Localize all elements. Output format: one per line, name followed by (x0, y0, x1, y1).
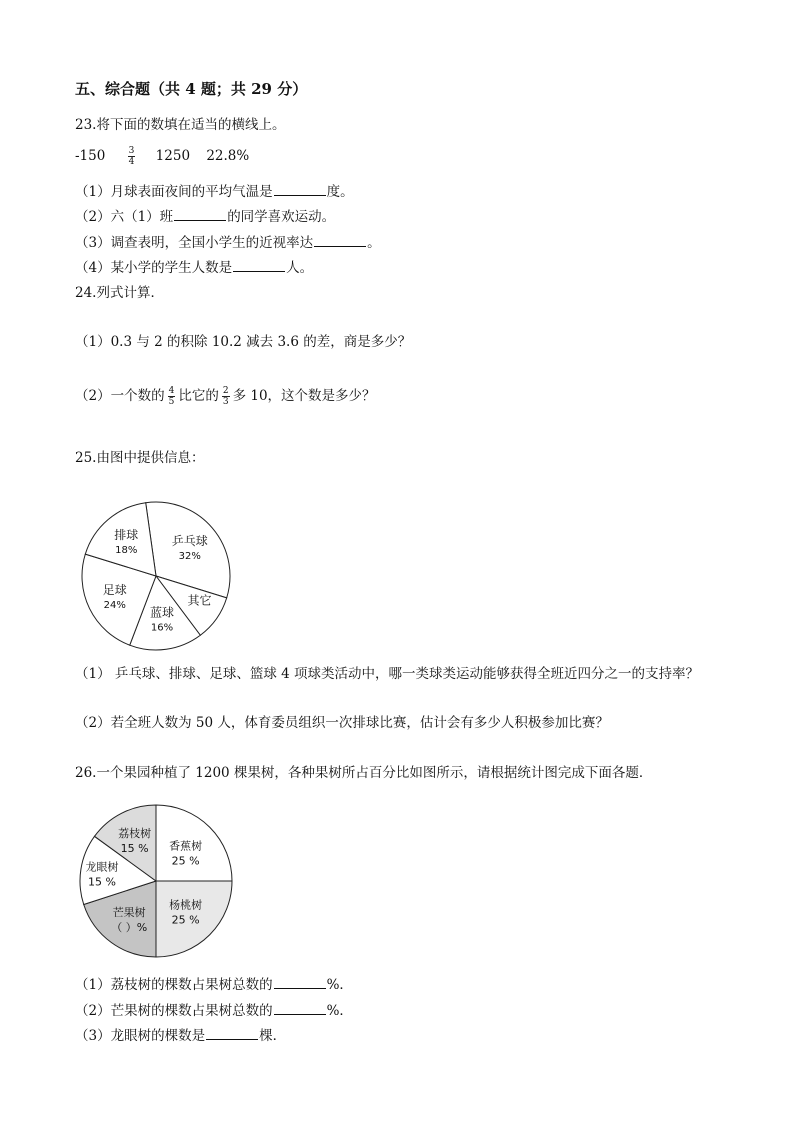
frac-denominator: 4 (128, 157, 135, 167)
section-title: 五、综合题（共 4 题；共 29 分） (75, 80, 308, 98)
q24-item-2-text-a: （2）一个数的 (75, 388, 165, 404)
q25-item-2: （2）若全班人数为 50 人，体育委员组织一次排球比赛，估计会有多少人积极参加比赛？ (75, 715, 609, 731)
q23-numbers (75, 146, 249, 167)
sports-pie-chart (78, 496, 238, 656)
q26-blank-1[interactable] (274, 987, 326, 989)
q26-item-2-suffix: %． (326, 1003, 353, 1019)
q23-item-4-text: （4）某小学的学生人数是 (75, 260, 233, 276)
q26-item-1-text: （1）荔枝树的棵数占果树总数的 (75, 977, 273, 993)
q23-blank-4[interactable] (233, 270, 285, 272)
q23-number-3: 22.8% (206, 148, 250, 164)
pie-label-4: 排球 (114, 528, 139, 543)
q24-stem: 24.列式计算． (75, 285, 164, 301)
q23-blank-1[interactable] (274, 194, 326, 196)
q26-blank-2[interactable] (274, 1013, 326, 1015)
q24-item-2-text-c: 多 10，这个数是多少？ (232, 388, 376, 404)
q24-fraction-1 (168, 386, 176, 407)
q26-blank-3[interactable] (206, 1038, 258, 1040)
q24-item-2-text-b: 比它的 (178, 388, 219, 404)
pie-label-0: 香蕉树 (169, 839, 203, 853)
q26-item-1 (75, 973, 353, 993)
q23-blank-2[interactable] (174, 219, 226, 221)
pie-label-3: 龙眼树 (85, 860, 119, 874)
pie-value-label-3: 24% (103, 600, 126, 612)
q25-item-1: （1） 乒乓球、排球、足球、篮球 4 项球类活动中，哪一类球类运动能够获得全班近四分之一的支持率？ (75, 666, 700, 682)
pie-value-label-0: 32% (178, 551, 201, 563)
q23-fraction (128, 146, 136, 167)
q23-item-2-text: （2）六（1）班 (75, 209, 174, 225)
q23-item-3-text: （3）调查表明，全国小学生的近视率达 (75, 235, 314, 251)
q26-item-2-text: （2）芒果树的棵数占果树总数的 (75, 1003, 273, 1019)
pie-value-label-4: 18% (115, 545, 138, 557)
pie-label-4: 荔枝树 (118, 827, 152, 840)
pie-value-label-2: （ ）% (111, 920, 148, 934)
pie-value-label-3: 15 % (88, 875, 116, 889)
q23-number-2: 1250 (155, 148, 191, 164)
q24-fraction-2 (222, 386, 230, 407)
pie-label-1: 其它 (187, 593, 212, 608)
q23-item-3-suffix: 。 (367, 235, 381, 251)
pie-label-0: 乒乓球 (171, 534, 208, 549)
q26-stem: 26.一个果园种植了 1200 棵果树，各种果树所占百分比如图所示，请根据统计图完成下面各题． (75, 765, 653, 781)
pie-value-label-4: 15 % (120, 842, 149, 855)
frac-numerator: 2 (222, 386, 229, 396)
q23-blank-3[interactable] (314, 245, 366, 247)
q23-item-2 (75, 205, 335, 225)
q25-stem: 25.由图中提供信息： (75, 450, 205, 466)
q24-item-2 (75, 384, 376, 407)
frac-numerator: 3 (128, 146, 135, 156)
frac-denominator: 3 (222, 397, 229, 407)
pie-value-label-1: 25 % (171, 913, 200, 927)
q23-item-3 (75, 231, 381, 251)
q23-item-4-suffix: 人。 (286, 260, 314, 276)
pie-label-3: 足球 (102, 583, 127, 598)
q26-item-1-suffix: %． (326, 977, 353, 993)
q24-item-1: （1）0.3 与 2 的积除 10.2 减去 3.6 的差，商是多少？ (75, 334, 412, 350)
pie-value-label-0: 25 % (171, 854, 200, 868)
pie-value-label-2: 16% (150, 622, 174, 634)
q26-item-3-text: （3）龙眼树的棵数是 (75, 1028, 206, 1044)
q23-item-1-text: （1）月球表面夜间的平均气温是 (75, 184, 273, 200)
q23-number-1: -150 (75, 148, 106, 164)
pie-label-2: 芒果树 (112, 905, 146, 919)
q26-item-3 (75, 1024, 286, 1044)
q26-item-2 (75, 999, 353, 1019)
pie-label-1: 杨桃树 (169, 898, 203, 912)
q23-stem: 23.将下面的数填在适当的横线上。 (75, 117, 286, 133)
q23-item-4 (75, 256, 313, 276)
q26-item-3-suffix: 棵． (259, 1028, 287, 1044)
frac-numerator: 4 (168, 386, 175, 396)
q23-item-1-suffix: 度。 (326, 184, 354, 200)
frac-denominator: 5 (168, 397, 175, 407)
q23-item-2-suffix: 的同学喜欢运动。 (227, 209, 336, 225)
q23-item-1 (75, 180, 354, 200)
fruit-tree-pie-chart (78, 803, 238, 963)
pie-label-2: 蓝球 (149, 605, 175, 620)
